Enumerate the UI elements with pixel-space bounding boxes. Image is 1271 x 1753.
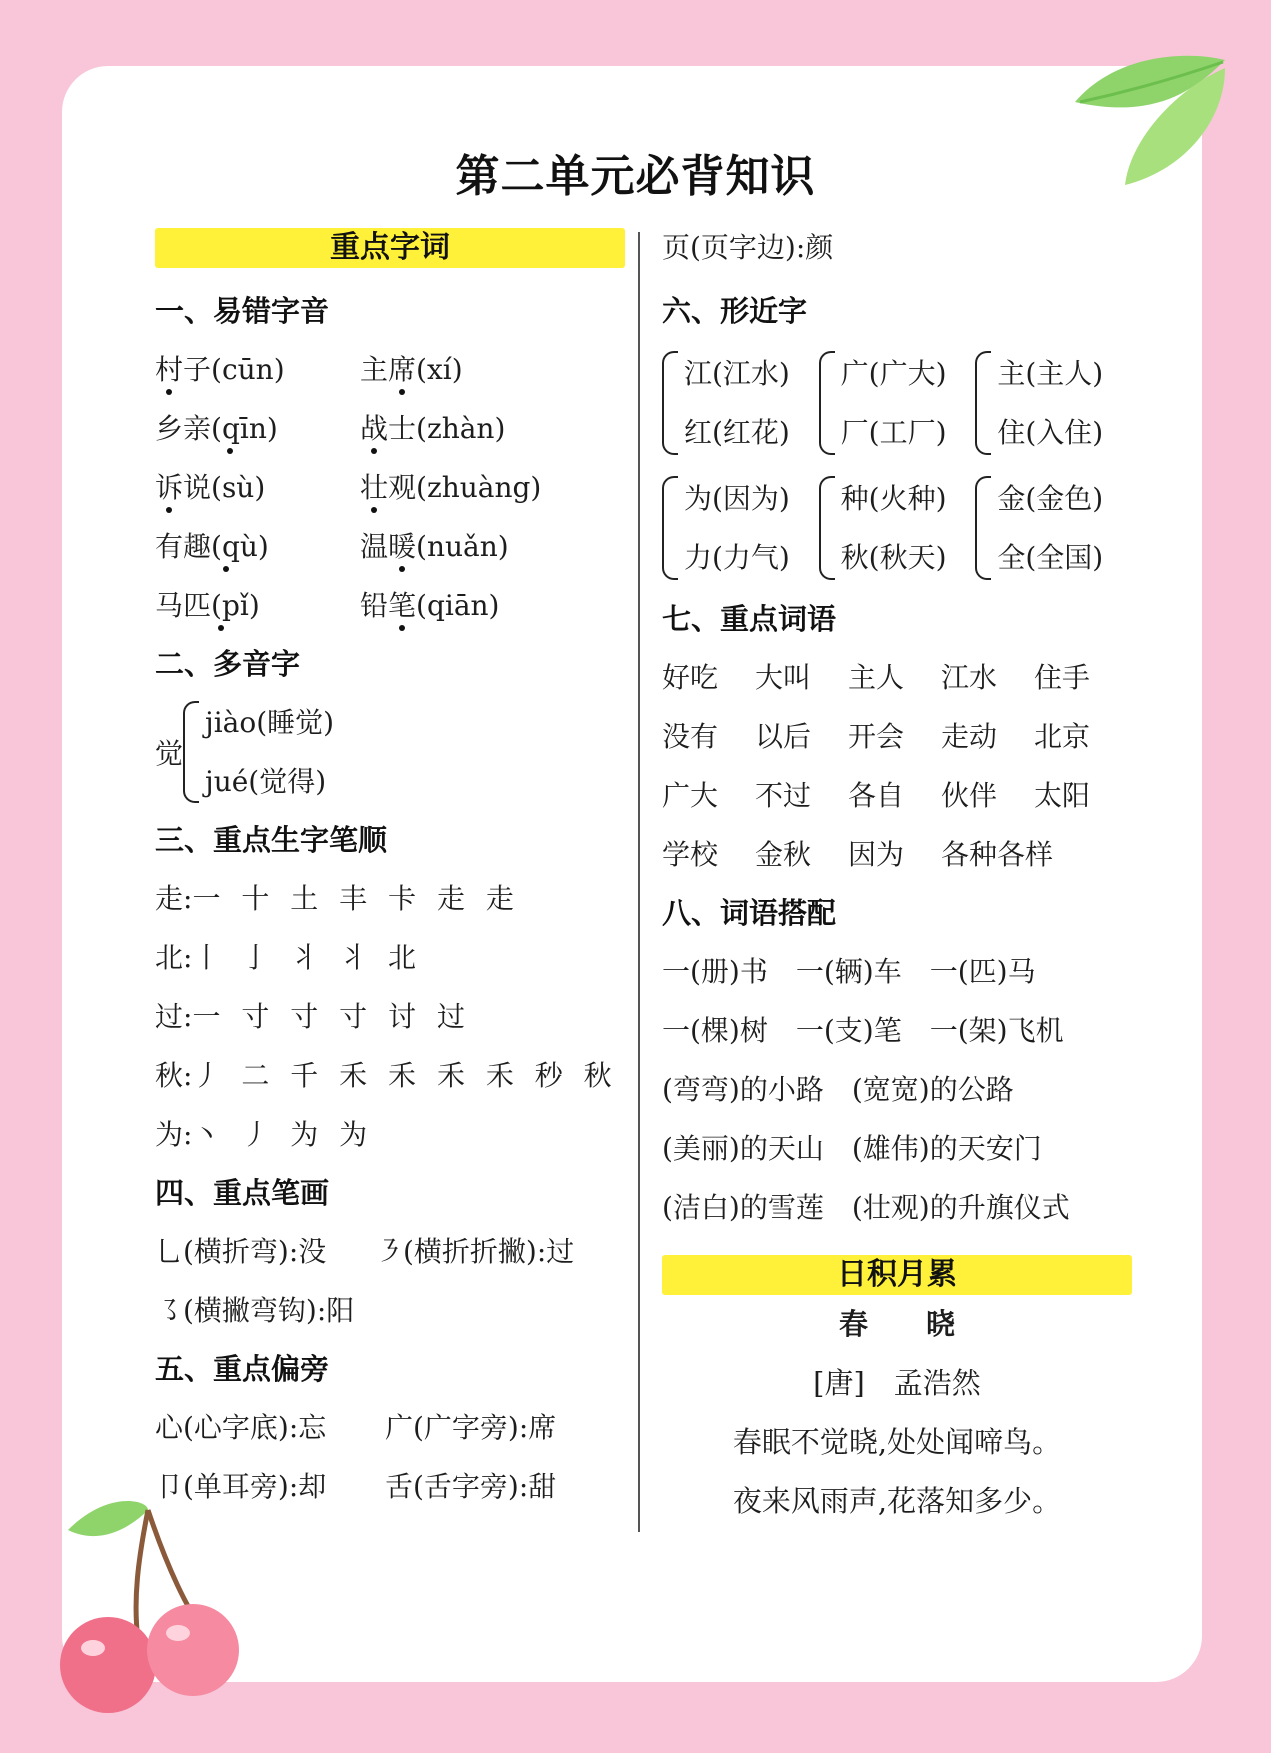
list-item: (弯弯)的小路 (宽宽)的公路 (662, 1073, 1014, 1106)
list-item: 有趣(qù) 温暖(nuǎn) (155, 530, 509, 563)
poem-line: 夜来风雨声,花落知多少。 (732, 1484, 1062, 1518)
cherry-icon (28, 1470, 258, 1720)
list-item: 卩(单耳旁):却 舌(舌字旁):甜 (155, 1470, 557, 1503)
brace (819, 351, 835, 455)
list-item: 过:一 寸 寸 寸 讨 过 (155, 1000, 471, 1033)
section-heading: 六、形近字 (662, 294, 808, 328)
list-item: (美丽)的天山 (雄伟)的天安门 (662, 1132, 1042, 1165)
poem-line: 春眠不觉晓,处处闻啼鸟。 (732, 1425, 1062, 1459)
list-item: 为:丶 丿 为 为 (155, 1118, 374, 1151)
brace (819, 476, 835, 580)
polyphone-block (155, 693, 625, 811)
key-words-list (662, 648, 1132, 884)
list-item: 诉说(sù) 壮观(zhuàng) (155, 471, 542, 504)
brace (183, 701, 199, 803)
brace (662, 476, 678, 580)
list-item: 秋:丿 二 千 禾 禾 禾 禾 秒 秋 (155, 1059, 618, 1092)
page-title: 第二单元必背知识 (455, 151, 816, 202)
list-item: (洁白)的雪莲 (壮观)的升旗仪式 (662, 1191, 1070, 1224)
similar-chars-row (662, 340, 1132, 465)
list-item: 村子(cūn) 主席(xí) (155, 353, 463, 386)
section-heading: 三、重点生字笔顺 (155, 823, 388, 857)
list-item: 马匹(pǐ) 铅笔(qiān) (155, 589, 500, 622)
similar-chars-row (662, 465, 1132, 590)
similar-group: 江(江水) 红(红花) (662, 344, 819, 462)
poem-title: 春 晓 (838, 1307, 955, 1341)
list-item: jiào(睡觉) (205, 706, 335, 739)
list-item: 走:一 十 土 丰 卡 走 走 (155, 882, 520, 915)
brace (662, 351, 678, 455)
daily-accumulation-band: 日积月累 (662, 1255, 1132, 1295)
list-item: 乚(横折弯):没 ㇋(横折折撇):过 (155, 1235, 575, 1268)
similar-group: 主(主人) 住(入住) (975, 344, 1132, 462)
poem (662, 1295, 1132, 1531)
similar-group: 广(广大) 厂(工厂) (819, 344, 976, 462)
brace (975, 351, 991, 455)
similar-group: 种(火种) 秋(秋天) (819, 469, 976, 587)
poem-author: [唐] 孟浩然 (813, 1366, 981, 1400)
list-item: 一(棵)树 一(支)笔 一(架)飞机 (662, 1014, 1064, 1047)
list-item: jué(觉得) (205, 765, 327, 798)
word-pairs-list (662, 942, 1132, 1237)
right-column (662, 228, 1132, 1531)
list-item: 一(册)书 一(辆)车 一(匹)马 (662, 955, 1036, 988)
section-heading: 七、重点词语 (662, 602, 837, 636)
section-heading: 一、易错字音 (155, 294, 330, 328)
list-item: 学校 金秋 因为 各种各样 (662, 838, 1054, 871)
section-heading: 五、重点偏旁 (155, 1352, 330, 1386)
brace (975, 476, 991, 580)
list-item: 好吃 大叫 主人 江水 住手 (662, 661, 1091, 694)
column-divider (638, 232, 640, 1532)
polyphone-char: 觉 (155, 737, 184, 770)
section-heading: 四、重点笔画 (155, 1176, 330, 1210)
list-item: 北:丨 亅 丬 丬 北 (155, 941, 423, 974)
list-item: 广大 不过 各自 伙伴 太阳 (662, 779, 1091, 812)
similar-group: 金(金色) 全(全国) (975, 469, 1132, 587)
list-item: 心(心字底):忘 广(广字旁):席 (155, 1411, 557, 1444)
list-item: 乡亲(qīn) 战士(zhàn) (155, 412, 506, 445)
section-heading: 八、词语搭配 (662, 896, 837, 930)
pronunciation-list (155, 340, 625, 635)
similar-group: 为(因为) 力(力气) (662, 469, 819, 587)
list-item: ㇌(横撇弯钩):阳 (155, 1294, 355, 1327)
list-item: 没有 以后 开会 走动 北京 (662, 720, 1091, 753)
section-heading: 二、多音字 (155, 647, 301, 681)
left-column (155, 228, 625, 1516)
list-item: 页(页字边):颜 (662, 231, 834, 264)
key-words-band: 重点字词 (155, 228, 625, 268)
